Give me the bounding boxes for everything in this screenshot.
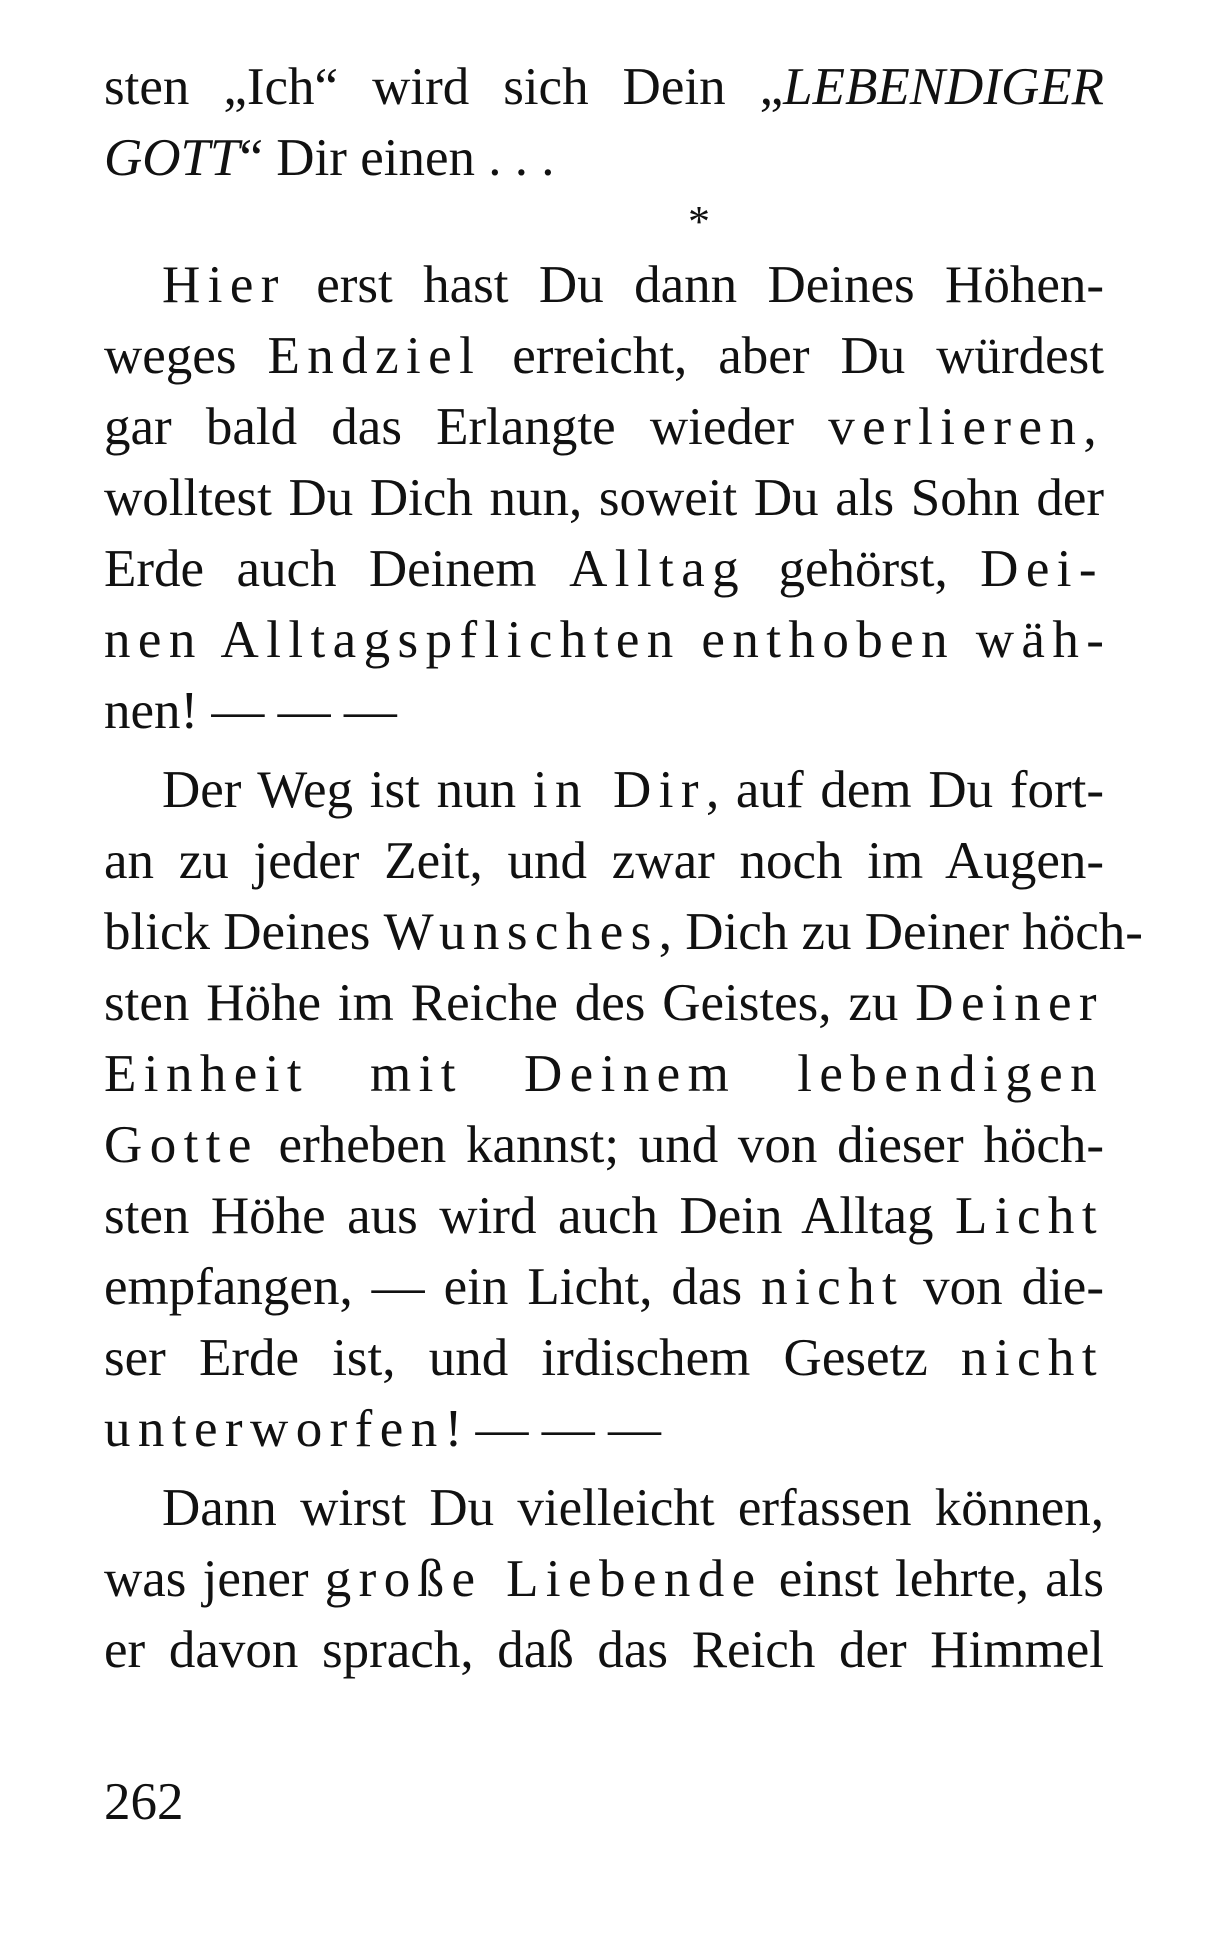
text-line: empfangen, — ein Licht, das nicht von die- bbox=[104, 1258, 1104, 1316]
text-line: blick Deines Wunsches, Dich zu Deiner höch- bbox=[104, 903, 1143, 961]
text-line: ser Erde ist, und irdischem Gesetz nicht bbox=[104, 1329, 1104, 1387]
section-separator: * bbox=[688, 197, 710, 246]
text-line: GOTT“ Dir einen . . . bbox=[104, 129, 555, 187]
text-line: Gotte erheben kannst; und von dieser höch- bbox=[104, 1116, 1104, 1174]
text-line: Erde auch Deinem Alltag gehörst, Dei- bbox=[104, 540, 1104, 598]
text-line: sten Höhe im Reiche des Geistes, zu Deiner bbox=[104, 974, 1104, 1032]
text-line: unterworfen! — — — bbox=[104, 1400, 662, 1458]
page-body bbox=[104, 52, 1143, 1686]
text-line: Dann wirst Du vielleicht erfassen können, bbox=[162, 1479, 1104, 1537]
text-line: weges Endziel erreicht, aber Du würdest bbox=[104, 327, 1105, 385]
text-line: Hier erst hast Du dann Deines Höhen- bbox=[162, 256, 1104, 314]
text-line: er davon sprach, daß das Reich der Himmel bbox=[104, 1621, 1104, 1679]
text-line: nen Alltagspflichten enthoben wäh- bbox=[104, 611, 1112, 669]
text-line: Einheit mit Deinem lebendigen bbox=[104, 1045, 1104, 1103]
text-line: nen! — — — bbox=[104, 682, 397, 740]
text-line: sten „Ich“ wird sich Dein „LEBENDIGER bbox=[104, 58, 1104, 116]
text-line: sten Höhe aus wird auch Dein Alltag Licht bbox=[104, 1187, 1104, 1245]
page-number: 262 bbox=[104, 1773, 184, 1831]
text-line: wolltest Du Dich nun, soweit Du als Sohn der bbox=[104, 469, 1104, 527]
text-line: gar bald das Erlangte wieder verlieren, bbox=[104, 398, 1104, 456]
text-line: Der Weg ist nun in Dir, auf dem Du fort- bbox=[162, 761, 1105, 819]
text-line: an zu jeder Zeit, und zwar noch im Augen- bbox=[104, 832, 1104, 890]
text-line: was jener große Liebende einst lehrte, als bbox=[104, 1550, 1104, 1608]
